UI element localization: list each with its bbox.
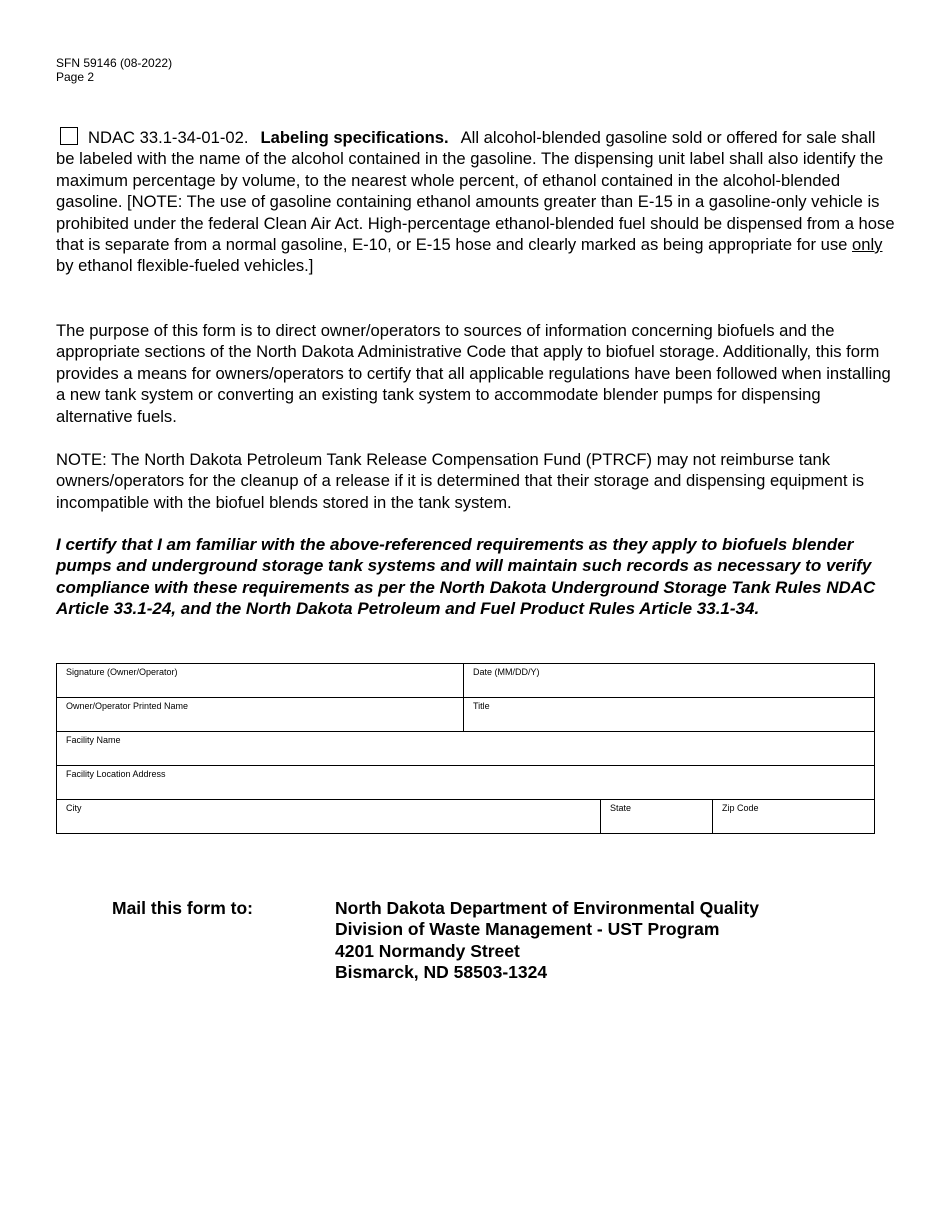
zip-cell[interactable]	[713, 800, 875, 834]
mail-address-line: North Dakota Department of Environmental Quality	[335, 898, 759, 918]
mail-address	[335, 898, 759, 984]
state-field[interactable]	[601, 814, 712, 832]
section-underlined-word: only	[852, 235, 883, 255]
labeling-checkbox[interactable]	[60, 127, 78, 145]
city-label: City	[66, 803, 82, 813]
date-cell[interactable]	[464, 664, 875, 698]
section-code: NDAC 33.1-34-01-02.	[88, 128, 249, 147]
signature-cell[interactable]	[57, 664, 464, 698]
signature-label: Signature (Owner/Operator)	[66, 667, 178, 677]
section-text: All alcohol-blended gasoline sold or offered for sale shall be labeled with the name of the alcohol contained in the gasoline. The dispensing unit label shall also identify the maximum percentage by volume, to the nearest whole percent, of ethanol contained in the alcohol-blended gasoline. [NOTE: The use of gasoline containing ethanol amounts greater than E-15 in a gasoline-only vehicle is prohibited under the federal Clean Air Act. High-percentage ethanol-blended fuel should be dispensed from a hose that is separate from a normal gasoline, E-10, or E-15 hose and clearly marked as being appropriate for use	[56, 128, 895, 255]
state-label: State	[610, 803, 632, 813]
mail-address-line: 4201 Normandy Street	[335, 940, 520, 961]
date-label: Date (MM/DD/Y)	[473, 667, 540, 677]
city-cell[interactable]	[57, 800, 601, 834]
mail-address-line: Division of Waste Management - UST Program	[335, 919, 720, 940]
labeling-section	[56, 127, 896, 277]
title-cell[interactable]	[464, 698, 875, 732]
facility-address-field[interactable]	[57, 780, 874, 798]
facility-name-field[interactable]	[57, 746, 874, 764]
date-field[interactable]	[464, 678, 874, 696]
certification-statement: I certify that I am familiar with the above-referenced requirements as they apply to biofuels blender pumps and underground storage tank systems and will maintain such records as necessary to verify compliance with these requirements as per the North Dakota Underground Storage Tank Rules NDAC Article 33.1-24, and the North Dakota Petroleum and Fuel Product Rules Article 33.1-34.	[56, 535, 876, 619]
printed-name-cell[interactable]	[57, 698, 464, 732]
page-number: Page 2	[56, 70, 95, 84]
section-text-end: by ethanol flexible-fueled vehicles.]	[56, 256, 314, 276]
note-paragraph: NOTE: The North Dakota Petroleum Tank Release Compensation Fund (PTRCF) may not reimburse tank owners/operators for the cleanup of a release if it is determined that their storage and dispensing equipment is incompatible with the biofuel blends stored in the tank system.	[56, 450, 865, 512]
state-cell[interactable]	[601, 800, 713, 834]
facility-name-label: Facility Name	[66, 735, 121, 745]
city-field[interactable]	[57, 814, 600, 832]
printed-name-label: Owner/Operator Printed Name	[66, 701, 189, 711]
mail-address-line: Bismarck, ND 58503-1324	[335, 962, 548, 983]
section-heading: Labeling specifications.	[260, 128, 449, 147]
title-field[interactable]	[464, 712, 874, 730]
purpose-paragraph: The purpose of this form is to direct owner/operators to sources of information concerning biofuels and the appropriate sections of the North Dakota Administrative Code that apply to biofuel storage. Additionally, this form provides a means for owners/operators to certify that all applicable regulations have been followed when installing a new tank system or converting an existing tank system to accommodate blender pumps for dispensing alternative fuels.	[56, 321, 891, 426]
certification-form	[56, 663, 875, 834]
zip-label: Zip Code	[722, 803, 759, 813]
facility-address-label: Facility Location Address	[66, 769, 166, 779]
form-number: SFN 59146 (08-2022)	[56, 56, 173, 70]
printed-name-field[interactable]	[57, 712, 463, 730]
mail-label: Mail this form to:	[112, 898, 253, 918]
signature-field[interactable]	[57, 678, 463, 696]
title-label: Title	[473, 701, 490, 711]
facility-address-cell[interactable]	[57, 766, 875, 800]
page-header	[56, 56, 172, 84]
facility-name-cell[interactable]	[57, 732, 875, 766]
zip-field[interactable]	[713, 814, 874, 832]
